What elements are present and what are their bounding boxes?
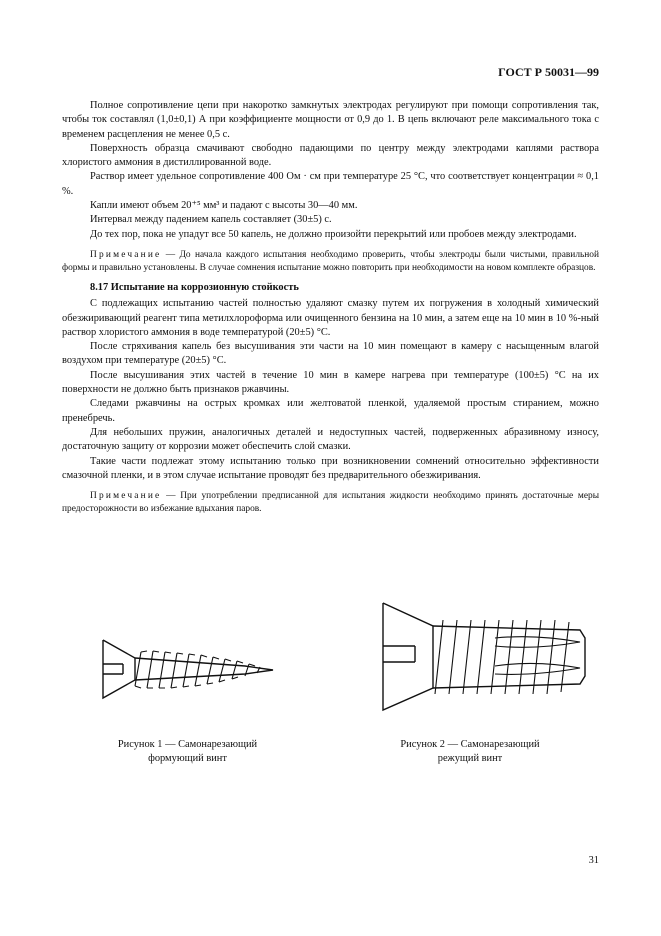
document-header: ГОСТ Р 50031—99 — [498, 65, 599, 79]
note-text: — До начала каждого испытания необходимо проверить, чтобы электроды были чистыми, правильной формы и правильно установлены. В случае сомнения испытание можно повторить при необходимости на новом комплекте образцов. — [62, 249, 599, 273]
paragraph: С подлежащих испытанию частей полностью удаляют смазку путем их погружения в холодный химический обезжиривающий реагент типа метилхлороформа или очищенного бензина на 10 мин, а затем еще на 10 мин в 10 %-ный раствор хлористого аммония в воде температурой (20±5) °С. — [62, 298, 599, 338]
note-label: Примечание — [90, 249, 162, 260]
note — [62, 249, 599, 275]
figure-cutting-screw — [375, 598, 595, 718]
document-body — [62, 99, 599, 522]
caption-line: режущий винт — [437, 753, 503, 764]
paragraph: Для небольших пружин, аналогичных деталей и недоступных частей, подверженных абразивному износу, достаточную защиту от коррозии может обеспечить слой смазки. — [62, 426, 599, 453]
caption-line: Рисунок 2 — Самонарезающий — [400, 739, 540, 750]
paragraph: Интервал между падением капель составляет (30±5) с. — [90, 214, 332, 226]
paragraph: До тех пор, пока не упадут все 50 капель, не должно произойти перекрытий или пробоев между электродами. — [90, 228, 577, 240]
caption-line: формующий винт — [148, 753, 227, 764]
note — [62, 490, 599, 516]
note-text: — При употреблении предписанной для испытания жидкости необходимо принять достаточные меры предосторожности во избежание вдыхания паров. — [62, 491, 599, 515]
page-number: 31 — [588, 855, 599, 866]
section-heading: 8.17 Испытание на коррозионную стойкость — [90, 281, 299, 293]
paragraph: Капли имеют объем 20⁺⁵ мм³ и падают с высоты 30—40 мм. — [90, 200, 358, 212]
paragraph: Следами ржавчины на острых кромках или желтоватой пленкой, удаляемой простым стиранием, можно пренебречь. — [62, 398, 599, 424]
figure-caption — [380, 738, 560, 766]
paragraph: После высушивания этих частей в течение 10 мин в камере нагрева при температуре (100±5) °С на их поверхности не должно быть признаков ржавчины. — [62, 369, 599, 396]
paragraph: Такие части подлежат этому испытанию только при возникновении сомнений относительно эффективности смазочной пленки, и в этом случае испытание проводят без предварительного обезжиривания. — [62, 455, 599, 481]
note-label: Примечание — [90, 491, 162, 502]
paragraph: После стряхивания капель без высушивания эти части на 10 мин помещают в камеру с насыщенным влагой воздухом при температуре (20±5) °С. — [62, 341, 599, 367]
paragraph: Раствор имеет удельное сопротивление 400 Ом · см при температуре 25 °С, что соответствует концентрации ≈ 0,1 %. — [62, 171, 599, 197]
caption-line: Рисунок 1 — Самонарезающий — [117, 739, 258, 750]
paragraph: Полное сопротивление цепи при накоротко замкнутых электродах регулируют при помощи сопротивления так, чтобы ток составлял (1,0±0,1) А при коэффициенте мощности от 0,9 до 1. В цепь включают реле максимального тока с временем расцепления не менее 0,5 с. — [62, 100, 599, 140]
figure-forming-screw — [95, 630, 280, 710]
paragraph: Поверхность образца смачивают свободно падающими по центру между электродами каплями раствора хлористого аммония в дистиллированной воде. — [62, 142, 599, 169]
figure-caption — [100, 738, 275, 766]
